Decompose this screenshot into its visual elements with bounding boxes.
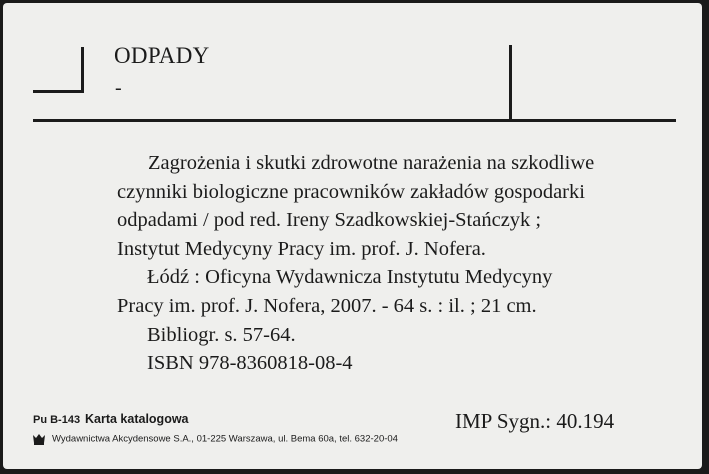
description-line: Zagrożenia i skutki zdrowotne narażenia na szkodliwe	[148, 152, 595, 174]
form-title: Karta katalogowa	[85, 412, 189, 426]
corner-mark-vertical	[81, 47, 84, 93]
description-line: Instytut Medycyny Pracy im. prof. J. Nofera.	[117, 237, 486, 260]
form-code: Pu B-143	[33, 414, 81, 426]
isbn-line: ISBN 978-8360818-08-4	[147, 352, 353, 375]
corner-mark-horizontal	[33, 90, 84, 93]
description-line: czynniki biologiczne pracowników zakładów gospodarki	[117, 180, 585, 203]
imprint-line: Pracy im. prof. J. Nofera, 2007. - 64 s. : il. ; 21 cm.	[117, 294, 537, 317]
bibliographic-description	[117, 149, 594, 378]
publisher-line	[32, 433, 398, 445]
call-number: IMP Sygn.: 40.194	[455, 409, 615, 433]
catalog-card	[3, 3, 702, 469]
imprint-line: Łódź : Oficyna Wydawnicza Instytutu Medycyny	[147, 266, 553, 289]
publisher-text: Wydawnictwa Akcydensowe S.A., 01-225 Warszawa, ul. Bema 60a, tel. 632-20-04	[52, 433, 398, 445]
bibliography-note: Bibliogr. s. 57-64.	[147, 323, 296, 346]
horizontal-rule	[33, 119, 676, 122]
description-line: odpadami / pod red. Ireny Szadkowskiej-Stańczyk ;	[117, 209, 542, 232]
subject-heading: ODPADY	[114, 43, 210, 68]
subheading-dash: -	[115, 77, 122, 99]
publisher-logo-icon	[32, 433, 46, 445]
vertical-divider	[509, 45, 512, 121]
